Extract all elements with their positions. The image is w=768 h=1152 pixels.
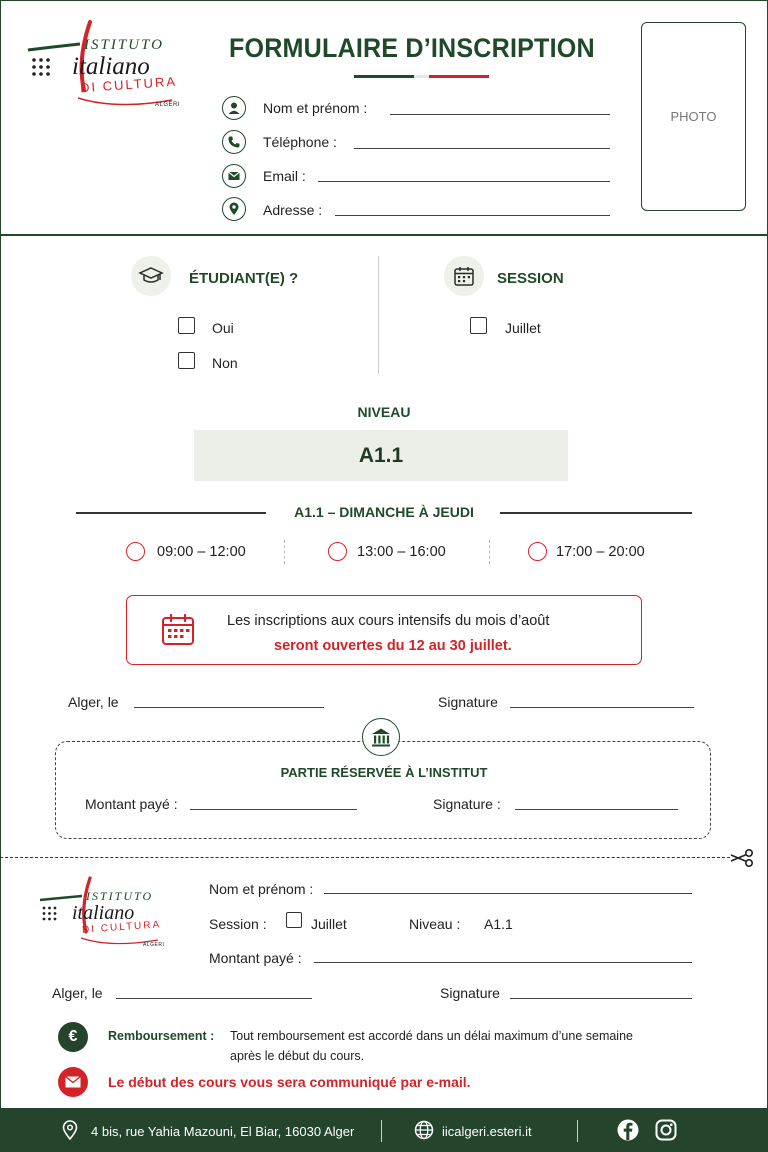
euro-icon: €	[58, 1022, 88, 1052]
slot-morning-radio[interactable]	[126, 542, 145, 561]
stub-niveau-label: Niveau :	[409, 916, 461, 932]
reserved-heading: PARTIE RÉSERVÉE À L’INSTITUT	[280, 765, 488, 780]
location-pin-icon	[62, 1120, 78, 1140]
stub-name-label: Nom et prénom :	[209, 881, 314, 897]
bank-icon	[370, 726, 392, 748]
facebook-icon[interactable]	[617, 1119, 639, 1141]
logo-city: ALGERI	[155, 102, 181, 108]
stub-amount-field[interactable]	[314, 962, 692, 963]
footer-bar	[0, 1108, 768, 1152]
signature-label: Signature	[438, 694, 498, 710]
institute-logo-small	[36, 876, 171, 952]
calendar-badge	[444, 256, 484, 296]
niveau-heading: NIVEAU	[357, 404, 411, 420]
amount-paid-label: Montant payé :	[85, 796, 178, 812]
calendar-icon	[453, 265, 475, 287]
globe-icon	[414, 1120, 434, 1140]
slot-evening-radio[interactable]	[528, 542, 547, 561]
email-notice: Le début des cours vous sera communiqué par e-mail.	[108, 1074, 471, 1090]
slot-afternoon-label: 13:00 – 16:00	[357, 544, 446, 560]
logo-di-cultura: DI CULTURA	[79, 73, 178, 96]
stub-session-checkbox[interactable]	[286, 912, 302, 928]
title-underline-green	[354, 75, 414, 78]
stub-niveau-value: A1.1	[484, 916, 513, 932]
reserved-signature-field[interactable]	[515, 809, 678, 810]
stub-place-date-label: Alger, le	[52, 985, 103, 1001]
stub-date-field[interactable]	[116, 998, 312, 999]
name-label: Nom et prénom :	[263, 100, 368, 116]
notice-line-1: Les inscriptions aux cours intensifs du mois d’août	[227, 613, 550, 629]
graduation-cap-icon	[138, 265, 164, 287]
refund-text-line-2: après le début du cours.	[230, 1049, 365, 1063]
column-divider	[378, 256, 379, 374]
footer-divider	[381, 1120, 382, 1142]
slot-morning-label: 09:00 – 12:00	[157, 544, 246, 560]
bank-icon-circle	[362, 718, 400, 756]
form-title: FORMULAIRE D’INSCRIPTION	[229, 33, 595, 63]
slot-afternoon-radio[interactable]	[328, 542, 347, 561]
phone-label: Téléphone :	[263, 134, 337, 150]
address-label: Adresse :	[263, 202, 323, 218]
refund-text-line-1: Tout remboursement est accordé dans un délai maximum d’une semaine	[230, 1029, 633, 1043]
august-notice	[126, 595, 642, 665]
footer-divider	[577, 1120, 578, 1142]
stub-name-field[interactable]	[324, 893, 692, 894]
slot-divider	[489, 540, 490, 564]
reserved-signature-label: Signature :	[433, 796, 501, 812]
student-yes-label: Oui	[212, 320, 234, 336]
graduation-cap-badge	[131, 256, 171, 296]
title-underline-red	[429, 75, 489, 78]
stub-session-value: Juillet	[311, 916, 347, 932]
student-no-checkbox[interactable]	[178, 352, 195, 369]
instagram-icon[interactable]	[655, 1119, 677, 1141]
title-underline-white	[414, 75, 429, 78]
notice-line-2: seront ouvertes du 12 au 30 juillet.	[274, 638, 512, 654]
student-heading: ÉTUDIANT(E) ?	[189, 270, 299, 287]
mail-icon	[222, 164, 246, 188]
signature-field[interactable]	[510, 707, 694, 708]
stub-signature-field[interactable]	[510, 998, 692, 999]
address-field[interactable]	[335, 215, 610, 216]
niveau-value: A1.1	[358, 443, 404, 467]
institute-logo	[22, 20, 192, 115]
logo-italiano: italiano	[72, 53, 150, 80]
scissors-icon	[729, 848, 755, 868]
email-label: Email :	[263, 168, 306, 184]
phone-icon	[222, 130, 246, 154]
stub-amount-label: Montant payé :	[209, 950, 302, 966]
session-july-checkbox[interactable]	[470, 317, 487, 334]
email-field[interactable]	[318, 181, 610, 182]
name-field[interactable]	[390, 114, 610, 115]
session-july-label: Juillet	[505, 320, 541, 336]
logo-small-city: ALGERI	[143, 942, 165, 948]
footer-address: 4 bis, rue Yahia Mazouni, El Biar, 16030 Alger	[91, 1124, 355, 1139]
slot-divider	[284, 540, 285, 564]
logo-small-italiano: italiano	[72, 902, 135, 924]
logo-small-di-cultura: DI CULTURA	[81, 919, 162, 936]
header-divider	[0, 234, 768, 236]
phone-field[interactable]	[354, 148, 610, 149]
refund-label: Remboursement :	[108, 1029, 215, 1043]
amount-paid-field[interactable]	[190, 809, 357, 810]
email-red-icon	[58, 1067, 88, 1097]
session-heading: SESSION	[497, 270, 564, 287]
logo-istituto: ISTITUTO	[84, 37, 164, 53]
cut-line	[0, 857, 730, 858]
slot-evening-label: 17:00 – 20:00	[556, 544, 645, 560]
stub-session-label: Session :	[209, 916, 267, 932]
photo-label: PHOTO	[670, 109, 717, 124]
logo-small-istituto: ISTITUTO	[86, 889, 154, 903]
student-no-label: Non	[212, 355, 238, 371]
date-field[interactable]	[134, 707, 324, 708]
niveau-box	[194, 430, 568, 481]
calendar-red-icon	[161, 613, 195, 647]
place-date-label: Alger, le	[68, 694, 119, 710]
schedule-rule-right	[500, 512, 692, 514]
footer-website-link[interactable]: iicalgeri.esteri.it	[442, 1124, 532, 1139]
photo-box[interactable]	[641, 22, 746, 211]
schedule-heading: A1.1 – DIMANCHE À JEUDI	[294, 504, 474, 520]
location-icon	[222, 197, 246, 221]
user-icon	[222, 96, 246, 120]
student-yes-checkbox[interactable]	[178, 317, 195, 334]
stub-signature-label: Signature	[440, 985, 500, 1001]
